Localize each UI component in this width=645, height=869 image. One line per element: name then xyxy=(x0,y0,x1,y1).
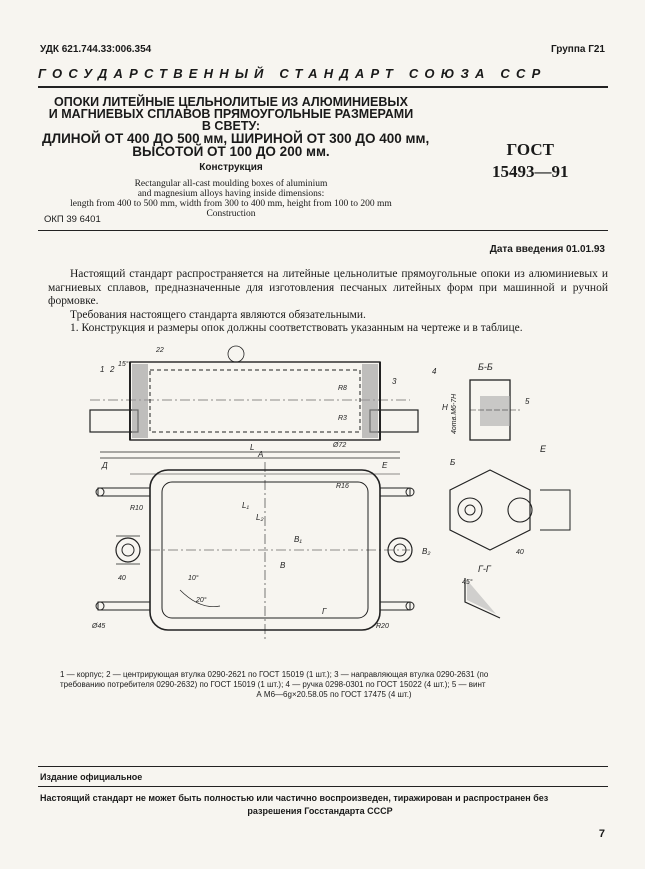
gost-number: 15493—91 xyxy=(492,162,569,181)
title-line-1: ОПОКИ ЛИТЕЙНЫЕ ЦЕЛЬНОЛИТЫЕ ИЗ АЛЮМИНИЕВЫХ xyxy=(54,95,408,109)
label-15deg: 15° xyxy=(118,361,129,368)
title-subtitle: Конструкция xyxy=(199,162,263,173)
label-40: 40 xyxy=(118,575,126,582)
label-r10: R10 xyxy=(130,505,143,512)
title-line-3: В СВЕТУ: xyxy=(201,119,261,133)
label-n4: 4 xyxy=(432,367,437,376)
label-n2: 2 xyxy=(110,365,115,374)
mid-rule xyxy=(38,230,608,231)
copyright-notice xyxy=(40,792,600,818)
label-L2: L₂ xyxy=(256,513,264,522)
label-20deg: 20° xyxy=(196,597,207,604)
date-intro: Дата введения 01.01.93 xyxy=(489,244,605,255)
title-line-5: ВЫСОТОЙ ОТ 100 ДО 200 мм. xyxy=(132,144,330,159)
label-10deg: 10° xyxy=(188,575,199,582)
label-section-gg: Г-Г xyxy=(478,564,491,574)
english-line-1: Rectangular all-cast moulding boxes of aluminium xyxy=(134,179,328,189)
title-line-2: И МАГНИЕВЫХ СПЛАВОВ ПРЯМОУГОЛЬНЫЕ РАЗМЕРАМИ xyxy=(48,107,414,121)
english-line-2: and magnesium alloys having inside dimensions: xyxy=(137,189,325,199)
label-d72: Ø72 xyxy=(333,442,347,449)
label-section-bb: Б-Б xyxy=(478,362,493,372)
gost-designation xyxy=(492,140,569,182)
label-L1: L₁ xyxy=(242,501,249,510)
caption-line-1: 1 — корпус; 2 — центрирующая втулка 0290-2621 по ГОСТ 15019 (1 шт.); 3 — направляющая втулка 0290-2631 (по xyxy=(60,670,489,679)
section-bb-view xyxy=(470,380,520,440)
label-H: H xyxy=(442,403,448,412)
label-B1: B₁ xyxy=(294,535,302,544)
page-number: 7 xyxy=(598,828,605,840)
label-view-e: Е xyxy=(540,444,547,454)
paragraph-scope: Настоящий стандарт распространяется на литейные цельнолитые прямоугольные опоки из алюминиевых и магниевых сплавов, предназначенные для изготовления песчаных литейных форм при машинной и ручной формовке. xyxy=(48,268,608,307)
label-d-left: Д xyxy=(102,461,108,470)
sectional-view xyxy=(90,346,418,458)
label-B: B xyxy=(280,561,286,570)
label-22: 22 xyxy=(156,347,164,354)
title-line-4: ДЛИНОЙ ОТ 400 ДО 500 мм, ШИРИНОЙ ОТ 300 ДО 400 мм, xyxy=(42,131,430,146)
label-45deg: 45° xyxy=(462,579,473,586)
english-line-3: length from 400 to 500 mm, width from 300 to 400 mm, height from 100 to 200 mm xyxy=(70,199,392,209)
plan-view xyxy=(96,462,414,640)
notice-line-1: Настоящий стандарт не может быть полностью или частично воспроизведен, тиражирован и распространен без xyxy=(40,793,549,803)
caption-line-2: требованию потребителя 0290-2632) по ГОСТ 15019 (1 шт.); 4 — ручка 0298-0301 по ГОСТ 15022 (4 шт.); 5 — винт xyxy=(60,680,486,689)
udk-code: УДК 621.744.33:006.354 xyxy=(40,44,152,55)
english-line-4: Construction xyxy=(206,209,256,219)
body-text xyxy=(48,268,608,336)
gos-standard-heading: ГОСУДАРСТВЕННЫЙ СТАНДАРТ СОЮЗА ССР xyxy=(38,66,547,81)
label-L: L xyxy=(250,443,255,452)
label-A: A xyxy=(258,450,264,459)
notice-line-2: разрешения Госстандарта СССР xyxy=(247,806,393,816)
drawing-caption xyxy=(60,670,608,700)
top-rule xyxy=(38,86,608,88)
label-r3: R3 xyxy=(338,415,347,422)
title-block xyxy=(42,95,430,219)
label-n1: 1 xyxy=(100,365,105,374)
english-title xyxy=(42,179,420,219)
label-g-mark: Г xyxy=(322,607,327,616)
label-d45: Ø45 xyxy=(92,623,106,630)
label-r16: R16 xyxy=(336,483,349,490)
footer-rule-2 xyxy=(38,786,608,787)
paragraph-mandatory: Требования настоящего стандарта являются обязательными. xyxy=(70,308,366,321)
label-n3: 3 xyxy=(392,377,397,386)
footer-rule xyxy=(38,766,608,767)
label-B2: B₂ xyxy=(422,547,431,556)
gost-label: ГОСТ xyxy=(506,140,554,159)
label-b-mark: Б xyxy=(450,458,456,467)
okp-code: ОКП 39 6401 xyxy=(44,214,101,225)
label-r20: R20 xyxy=(376,623,389,630)
technical-drawing xyxy=(70,340,610,665)
label-n5: 5 xyxy=(525,397,530,406)
paragraph-construction: 1. Конструкция и размеры опок должны соответствовать указанным на чертеже и в таблице. xyxy=(70,322,523,334)
label-thread: 4отв.М6-7Н xyxy=(451,393,458,434)
label-r8: R8 xyxy=(338,385,347,392)
caption-line-3: А М6—6g×20.58.05 по ГОСТ 17475 (4 шт.) xyxy=(256,690,412,699)
label-40-e: 40 xyxy=(516,549,524,556)
label-e-mark: Е xyxy=(382,461,388,470)
group-code: Группа Г21 xyxy=(550,44,605,55)
view-e xyxy=(450,470,570,550)
edition-label: Издание официальное xyxy=(40,772,143,782)
